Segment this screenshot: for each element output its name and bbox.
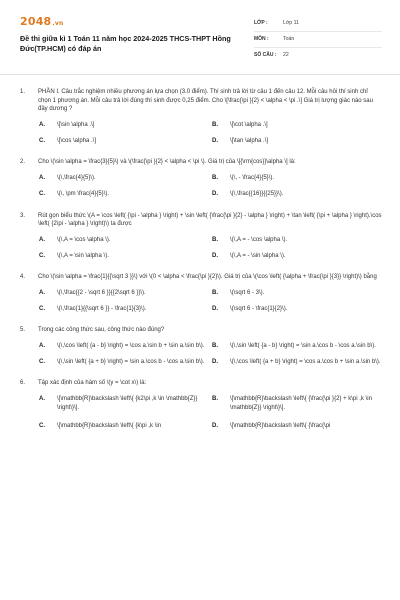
option-letter: B.: [212, 396, 218, 403]
option-text: \[\sin \alpha .\]: [57, 122, 95, 129]
document-title: Đề thi giữa kì 1 Toán 11 năm học 2024-2025 THCS-THPT Hồng Đức(TP.HCM) có đáp án: [20, 34, 231, 54]
question-4: [20, 273, 382, 313]
option-c[interactable]: [39, 358, 212, 367]
option-text: \(\,\cos \left( {a - b} \right) = \cos a.\sin b + \sin a.\sin b\).: [57, 343, 205, 349]
question-number: 6.: [20, 380, 26, 387]
option-d[interactable]: [212, 422, 385, 431]
option-c[interactable]: [39, 252, 212, 261]
answer-options: [38, 236, 382, 260]
option-letter: D.: [212, 190, 218, 197]
option-text: \(\,A = \sin \alpha \).: [57, 252, 109, 259]
answer-options: [38, 395, 382, 431]
option-c[interactable]: [39, 305, 212, 314]
option-letter: C.: [39, 252, 45, 259]
option-d[interactable]: [212, 252, 385, 261]
answer-options: [38, 121, 382, 145]
question-text: Rút gọn biểu thức \(A = \cos \left( {\pi - \alpha } \right) + \sin \left( {\frac{\pi }{2} - \alpha } \right) + \tan \left( {\pi + \alpha } \right).\cos \left( {2\pi - \alpha } \right)\) ta được: [38, 212, 382, 228]
question-number: 4.: [20, 274, 26, 281]
option-text: \(\,\cos \left( {a + b} \right) = \cos a.\cos b + \sin a.\sin b\).: [230, 358, 381, 365]
question-text: Trong các công thức sau, công thức nào đúng?: [38, 327, 165, 334]
meta-row-class: [254, 16, 382, 32]
option-text: \(\sqrt 6 - 3\).: [230, 289, 265, 296]
option-letter: A.: [39, 289, 45, 296]
option-letter: D.: [212, 252, 218, 259]
option-text: \(\,\sin \left( {a - b} \right) = \sin a.\cos b - \cos a.\sin b\).: [230, 343, 376, 349]
option-letter: C.: [39, 137, 45, 144]
option-text: \(\sqrt 6 - \frac{1}{2}\).: [230, 305, 288, 312]
option-text: \[\mathbb{R}\backslash \left\{ {k\pi ,k \in: [57, 423, 162, 430]
option-text: \(\, - \frac{4}{5}\).: [230, 175, 275, 182]
question-text: PHẦN I. Câu trắc nghiệm nhiều phương án lựa chọn (3.0 điểm). Thí sinh trả lời từ câu 1 đến câu 12. Mỗi câu hỏi thí sinh chỉ chọn 1 phương án. Mỗi câu trả lời đúng thí sinh được 0,25 điểm. Cho \[\frac{\pi }{2} < \alpha < \pi .\] Giá trị lượng giác nào sau đây dương ?: [38, 89, 373, 113]
answer-options: [38, 342, 382, 366]
question-number: 2.: [20, 159, 26, 166]
option-a[interactable]: [39, 342, 212, 351]
option-b[interactable]: [212, 395, 385, 412]
meta-label: LỚP :: [254, 19, 268, 26]
question-text: Tập xác định của hàm số \(y = \cot x\) là:: [38, 380, 147, 387]
option-letter: B.: [212, 343, 218, 349]
option-b[interactable]: [212, 236, 385, 245]
option-letter: A.: [39, 122, 45, 129]
meta-table: [254, 16, 382, 64]
meta-label: MÔN :: [254, 35, 269, 42]
question-5: [20, 326, 382, 366]
option-letter: C.: [39, 305, 45, 312]
question-6: [20, 379, 382, 431]
answer-options: [38, 289, 382, 313]
question-text: Cho \(\sin \alpha = \frac{1}{{\sqrt 3 }}\) với \(0 < \alpha < \frac{\pi }{2}\). Giá trị của \(\cos \left( {\alpha + \frac{\pi }{3}} \right)\) bằng: [38, 274, 377, 281]
option-text: \(\,\frac{1}{{\sqrt 6 }} - \frac{1}{3}\).: [57, 305, 147, 312]
option-letter: D.: [212, 137, 218, 144]
option-text: \[\mathbb{R}\backslash \left\{ {k2\pi ,k \in \mathbb{Z}} \right\}\].: [57, 396, 198, 411]
option-text: \[\cot \alpha .\]: [230, 122, 268, 129]
option-letter: C.: [39, 190, 45, 197]
option-text: \(\,\frac{{2 - \sqrt 6 }}{{2\sqrt 6 }}\).: [57, 289, 146, 296]
option-a[interactable]: [39, 236, 212, 245]
question-list: [20, 88, 382, 444]
meta-value: 22: [283, 52, 289, 59]
header-divider: [0, 74, 400, 75]
question-3: [20, 212, 382, 261]
option-letter: B.: [212, 122, 218, 129]
answer-options: [38, 174, 382, 198]
option-a[interactable]: [39, 174, 212, 183]
option-a[interactable]: [39, 121, 212, 130]
option-letter: B.: [212, 236, 218, 243]
meta-label: SỐ CÂU :: [254, 52, 277, 59]
option-text: \[\cos \alpha .\]: [57, 137, 97, 144]
option-letter: D.: [212, 305, 218, 312]
option-text: \(\,\frac{4}{5}\).: [57, 175, 96, 182]
question-2: [20, 158, 382, 198]
question-number: 3.: [20, 212, 26, 219]
meta-row-subject: [254, 32, 382, 48]
option-text: \[\mathbb{R}\backslash \left\{ {\frac{\pi: [230, 423, 331, 430]
option-text: \[\mathbb{R}\backslash \left\{ {\frac{\pi }{2} + k\pi ,k \in \mathbb{Z}} \right\}\].: [230, 396, 372, 411]
question-number: 1.: [20, 89, 26, 95]
option-c[interactable]: [39, 137, 212, 146]
option-text: \(\,A = - \sin \alpha \).: [230, 252, 286, 259]
option-letter: D.: [212, 423, 218, 430]
option-text: \(\,A = \cos \alpha \).: [57, 236, 111, 243]
logo-tail: .vn: [52, 20, 64, 27]
option-letter: A.: [39, 343, 45, 349]
option-letter: B.: [212, 289, 218, 296]
option-b[interactable]: [212, 342, 385, 351]
meta-value: Lớp 11: [283, 19, 299, 26]
option-letter: C.: [39, 358, 45, 365]
option-text: \(\,A = - \cos \alpha \).: [230, 236, 288, 243]
option-b[interactable]: [212, 289, 385, 298]
option-text: \(\, \pm \frac{4}{5}\).: [57, 190, 110, 197]
option-a[interactable]: [39, 395, 212, 412]
logo-main: 2048: [20, 15, 52, 28]
question-1: [20, 88, 382, 145]
option-d[interactable]: [212, 305, 385, 314]
option-b[interactable]: [212, 174, 385, 183]
option-text: \[\tan \alpha .\]: [230, 137, 269, 144]
option-c[interactable]: [39, 422, 212, 431]
page-header: [0, 0, 400, 78]
option-text: \(\,\sin \left( {a + b} \right) = \sin a.\cos b - \cos a.\sin b\).: [57, 358, 205, 365]
meta-value: Toán: [283, 35, 295, 42]
option-text: \(\,\frac{{16}}{{25}}\).: [230, 190, 284, 197]
option-d[interactable]: [212, 358, 385, 367]
question-text: Cho \(\sin \alpha = \frac{3}{5}\) và \(\frac{\pi }{2} < \alpha < \pi \). Giá trị của \[{\rm{cos}}\alpha \] là:: [38, 159, 296, 166]
question-number: 5.: [20, 327, 26, 334]
option-letter: B.: [212, 175, 218, 182]
option-c[interactable]: [39, 190, 212, 199]
option-a[interactable]: [39, 289, 212, 298]
meta-row-question-count: [254, 48, 382, 64]
option-d[interactable]: [212, 137, 385, 146]
option-letter: A.: [39, 175, 45, 182]
option-letter: C.: [39, 423, 45, 430]
option-letter: A.: [39, 396, 45, 403]
option-b[interactable]: [212, 121, 385, 130]
option-letter: A.: [39, 236, 45, 243]
option-d[interactable]: [212, 190, 385, 199]
option-letter: D.: [212, 358, 218, 365]
